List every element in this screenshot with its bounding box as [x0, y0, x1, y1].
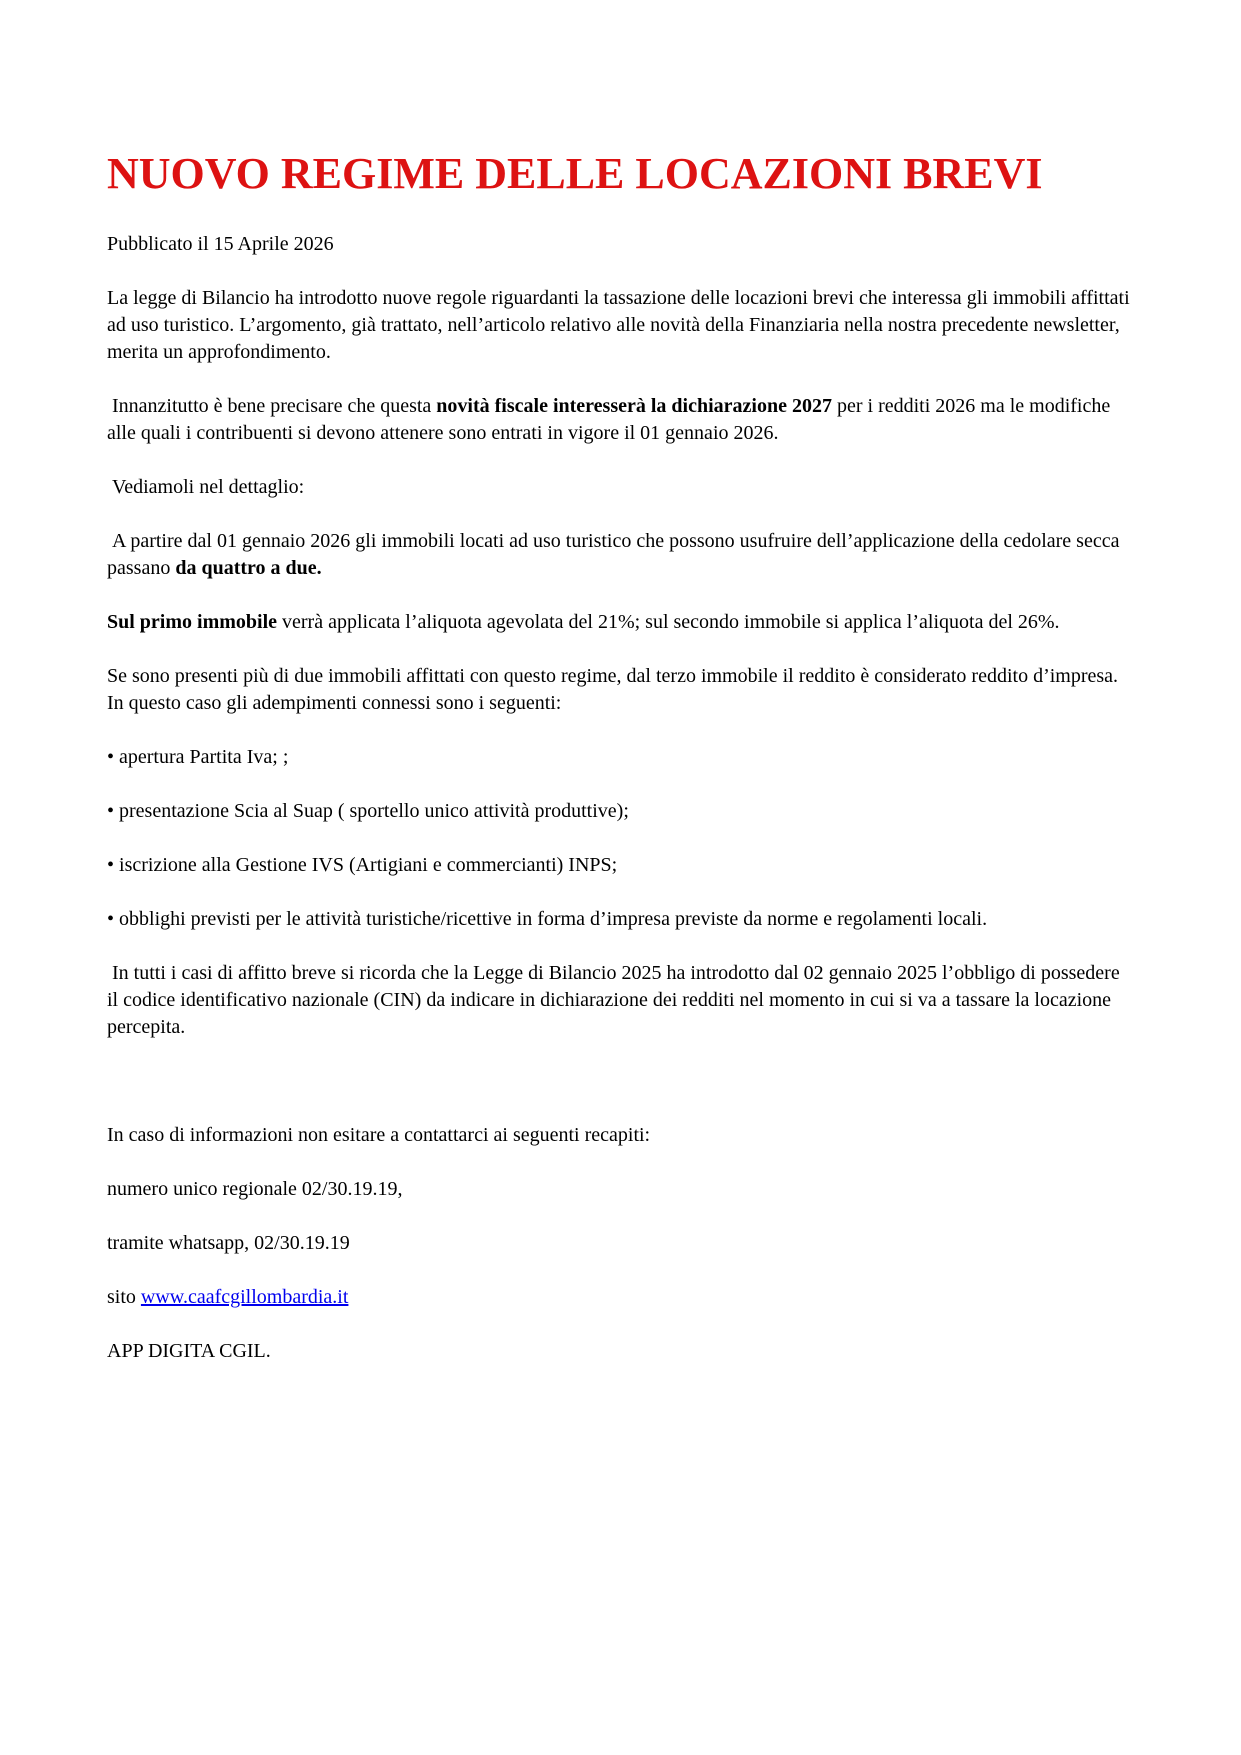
paragraph — [107, 1338, 1135, 1365]
empty-line — [107, 1068, 1135, 1095]
text-run: numero unico regionale 02/30.19.19, — [107, 1177, 403, 1200]
text-run: obblighi previsti per le attività turistiche/ricettive in forma d’impresa previste da norme e regolamenti locali. — [119, 907, 988, 930]
text-run: per i redditi 2026 ma le modifiche alle quali i contribuenti si devono attenere sono entrati in vigore il 01 gennaio 2026. — [107, 394, 1116, 444]
published-date: Pubblicato il 15 Aprile 2026 — [107, 232, 334, 255]
paragraph — [107, 960, 1135, 1041]
bullet-marker-icon: • — [107, 799, 120, 822]
text-run: apertura Partita Iva; ; — [119, 745, 289, 768]
paragraph — [107, 474, 1135, 501]
bold-text: da quattro a due. — [175, 556, 322, 579]
article-title: NUOVO REGIME DELLE LOCAZIONI BREVI — [107, 149, 1043, 198]
text-run: Se sono presenti più di due immobili affittati con questo regime, dal terzo immobile il reddito è considerato reddito d’impresa. In questo caso gli adempimenti connessi sono i seguenti: — [107, 664, 1124, 714]
paragraph — [107, 393, 1135, 447]
bullet-item — [107, 744, 1135, 771]
paragraph — [107, 1176, 1135, 1203]
paragraph — [107, 1230, 1135, 1257]
text-run: iscrizione alla Gestione IVS (Artigiani e commercianti) INPS; — [119, 853, 618, 876]
text-run: La legge di Bilancio ha introdotto nuove regole riguardanti la tassazione delle locazioni brevi che interessa gli immobili affittati ad uso turistico. L’argomento, già trattato, nell’articolo relativo alle novità della Finanziaria nella nostra precedente newsletter, merita un approfondimento. — [107, 286, 1135, 363]
text-run: Innanzitutto è bene precisare che questa — [107, 394, 437, 417]
bold-text: Sul primo immobile — [107, 610, 278, 633]
bullet-marker-icon: • — [107, 853, 120, 876]
paragraph — [107, 1122, 1135, 1149]
paragraph — [107, 663, 1135, 717]
text-run: In tutti i casi di affitto breve si ricorda che la Legge di Bilancio 2025 ha introdotto dal 02 gennaio 2025 l’obbligo di possedere il codice identificativo nazionale (CIN) da indicare in dichiarazione dei redditi nel momento in cui si va a tassare la locazione percepita. — [107, 961, 1125, 1038]
bold-text: novità fiscale interesserà la dichiarazione 2027 — [436, 394, 832, 417]
bullet-marker-icon: • — [107, 745, 120, 768]
paragraph — [107, 609, 1135, 636]
text-run: sito — [107, 1285, 141, 1308]
text-run: tramite whatsapp, 02/30.19.19 — [107, 1231, 350, 1254]
text-run: A partire dal 01 gennaio 2026 gli immobili locati ad uso turistico che possono usufruire dell’applicazione della cedolare secca passano — [107, 529, 1125, 579]
text-run: In caso di informazioni non esitare a contattarci ai seguenti recapiti: — [107, 1123, 651, 1146]
paragraph — [107, 285, 1135, 366]
text-run: Vediamoli nel dettaglio: — [107, 475, 305, 498]
text-run: APP DIGITA CGIL. — [107, 1339, 271, 1362]
paragraph — [107, 528, 1135, 582]
bullet-marker-icon: • — [107, 907, 120, 930]
bullet-item — [107, 798, 1135, 825]
paragraph — [107, 1284, 1135, 1311]
text-run: presentazione Scia al Suap ( sportello unico attività produttive); — [119, 799, 629, 822]
article-body — [107, 285, 1135, 1365]
bullet-item — [107, 852, 1135, 879]
text-run: verrà applicata l’aliquota agevolata del 21%; sul secondo immobile si applica l’aliquota del 26%. — [277, 610, 1060, 633]
website-link[interactable]: www.caafcgillombardia.it — [140, 1285, 349, 1308]
bullet-item — [107, 906, 1135, 933]
